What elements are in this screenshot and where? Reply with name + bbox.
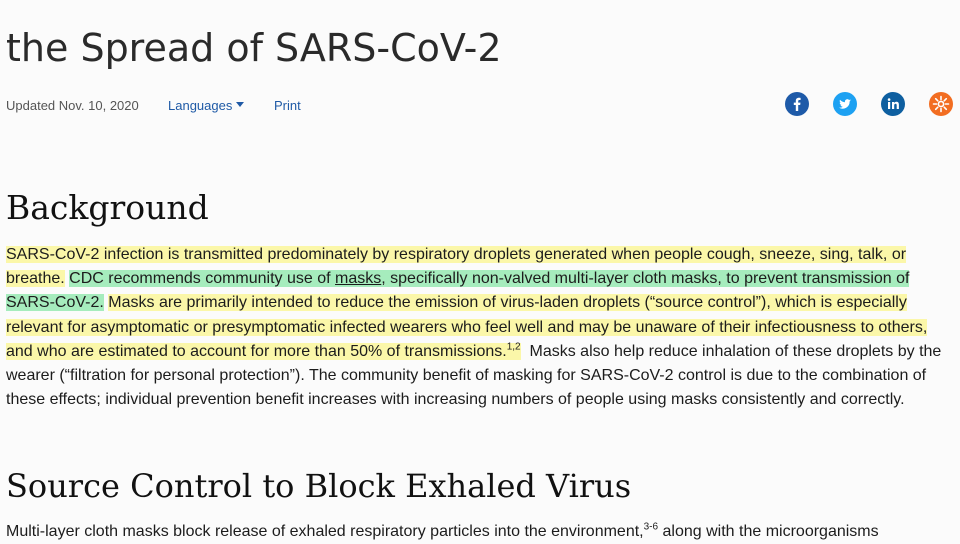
syndicate-icon[interactable] bbox=[929, 92, 953, 116]
section-heading-source-control: Source Control to Block Exhaled Virus bbox=[6, 467, 632, 505]
twitter-icon[interactable] bbox=[833, 92, 857, 116]
highlight-transmission: SARS-CoV-2 infection is transmitted predominately by respiratory droplets generated when people cough, sneeze, sing, talk, or breathe. bbox=[6, 246, 907, 288]
source-control-text-a: Multi-layer cloth masks block release of exhaled respiratory particles into the environment, bbox=[6, 523, 644, 540]
citation-3-6[interactable]: 3-6 bbox=[643, 521, 659, 533]
source-control-paragraph bbox=[6, 520, 956, 544]
background-paragraph bbox=[6, 243, 956, 412]
recommendation-text: CDC recommends community use of bbox=[69, 270, 336, 288]
languages-label: Languages bbox=[168, 98, 233, 113]
masks-link[interactable]: masks bbox=[335, 270, 382, 288]
filtration-text: Masks also help reduce inhalation of these droplets by the wearer (“filtration for personal protection”). The community benefit of masking for SARS-CoV-2 control is due to the combination of these effects; individual prevention benefit increases with increasing numbers of people using masks consistently and correctly. bbox=[6, 342, 942, 409]
source-control-text: Masks are primarily intended to reduce the emission of virus-laden droplets (“source control”), which is especially relevant for asymptomatic or presymptomatic infected wearers who feel well and may be unaware of their infectiousness to others, and who are estimated to account for more than 50% of transmissions. bbox=[6, 294, 928, 360]
section-heading-background: Background bbox=[6, 188, 209, 227]
citation-1-2[interactable]: 1,2 bbox=[506, 341, 521, 353]
facebook-icon[interactable] bbox=[785, 92, 809, 116]
recommendation-text-end: , specifically non-valved multi-layer cloth masks, to prevent transmission of SARS-CoV-2. bbox=[6, 270, 910, 312]
page-title: the Spread of SARS-CoV-2 bbox=[6, 26, 502, 70]
print-link[interactable]: Print bbox=[274, 98, 301, 113]
share-bar bbox=[785, 92, 953, 116]
updated-date: Updated Nov. 10, 2020 bbox=[6, 98, 139, 113]
linkedin-icon[interactable] bbox=[881, 92, 905, 116]
source-control-text-b: along with the microorganisms bbox=[658, 523, 879, 540]
caret-down-icon bbox=[236, 102, 244, 107]
languages-dropdown[interactable] bbox=[168, 96, 244, 116]
page-meta bbox=[6, 96, 301, 116]
